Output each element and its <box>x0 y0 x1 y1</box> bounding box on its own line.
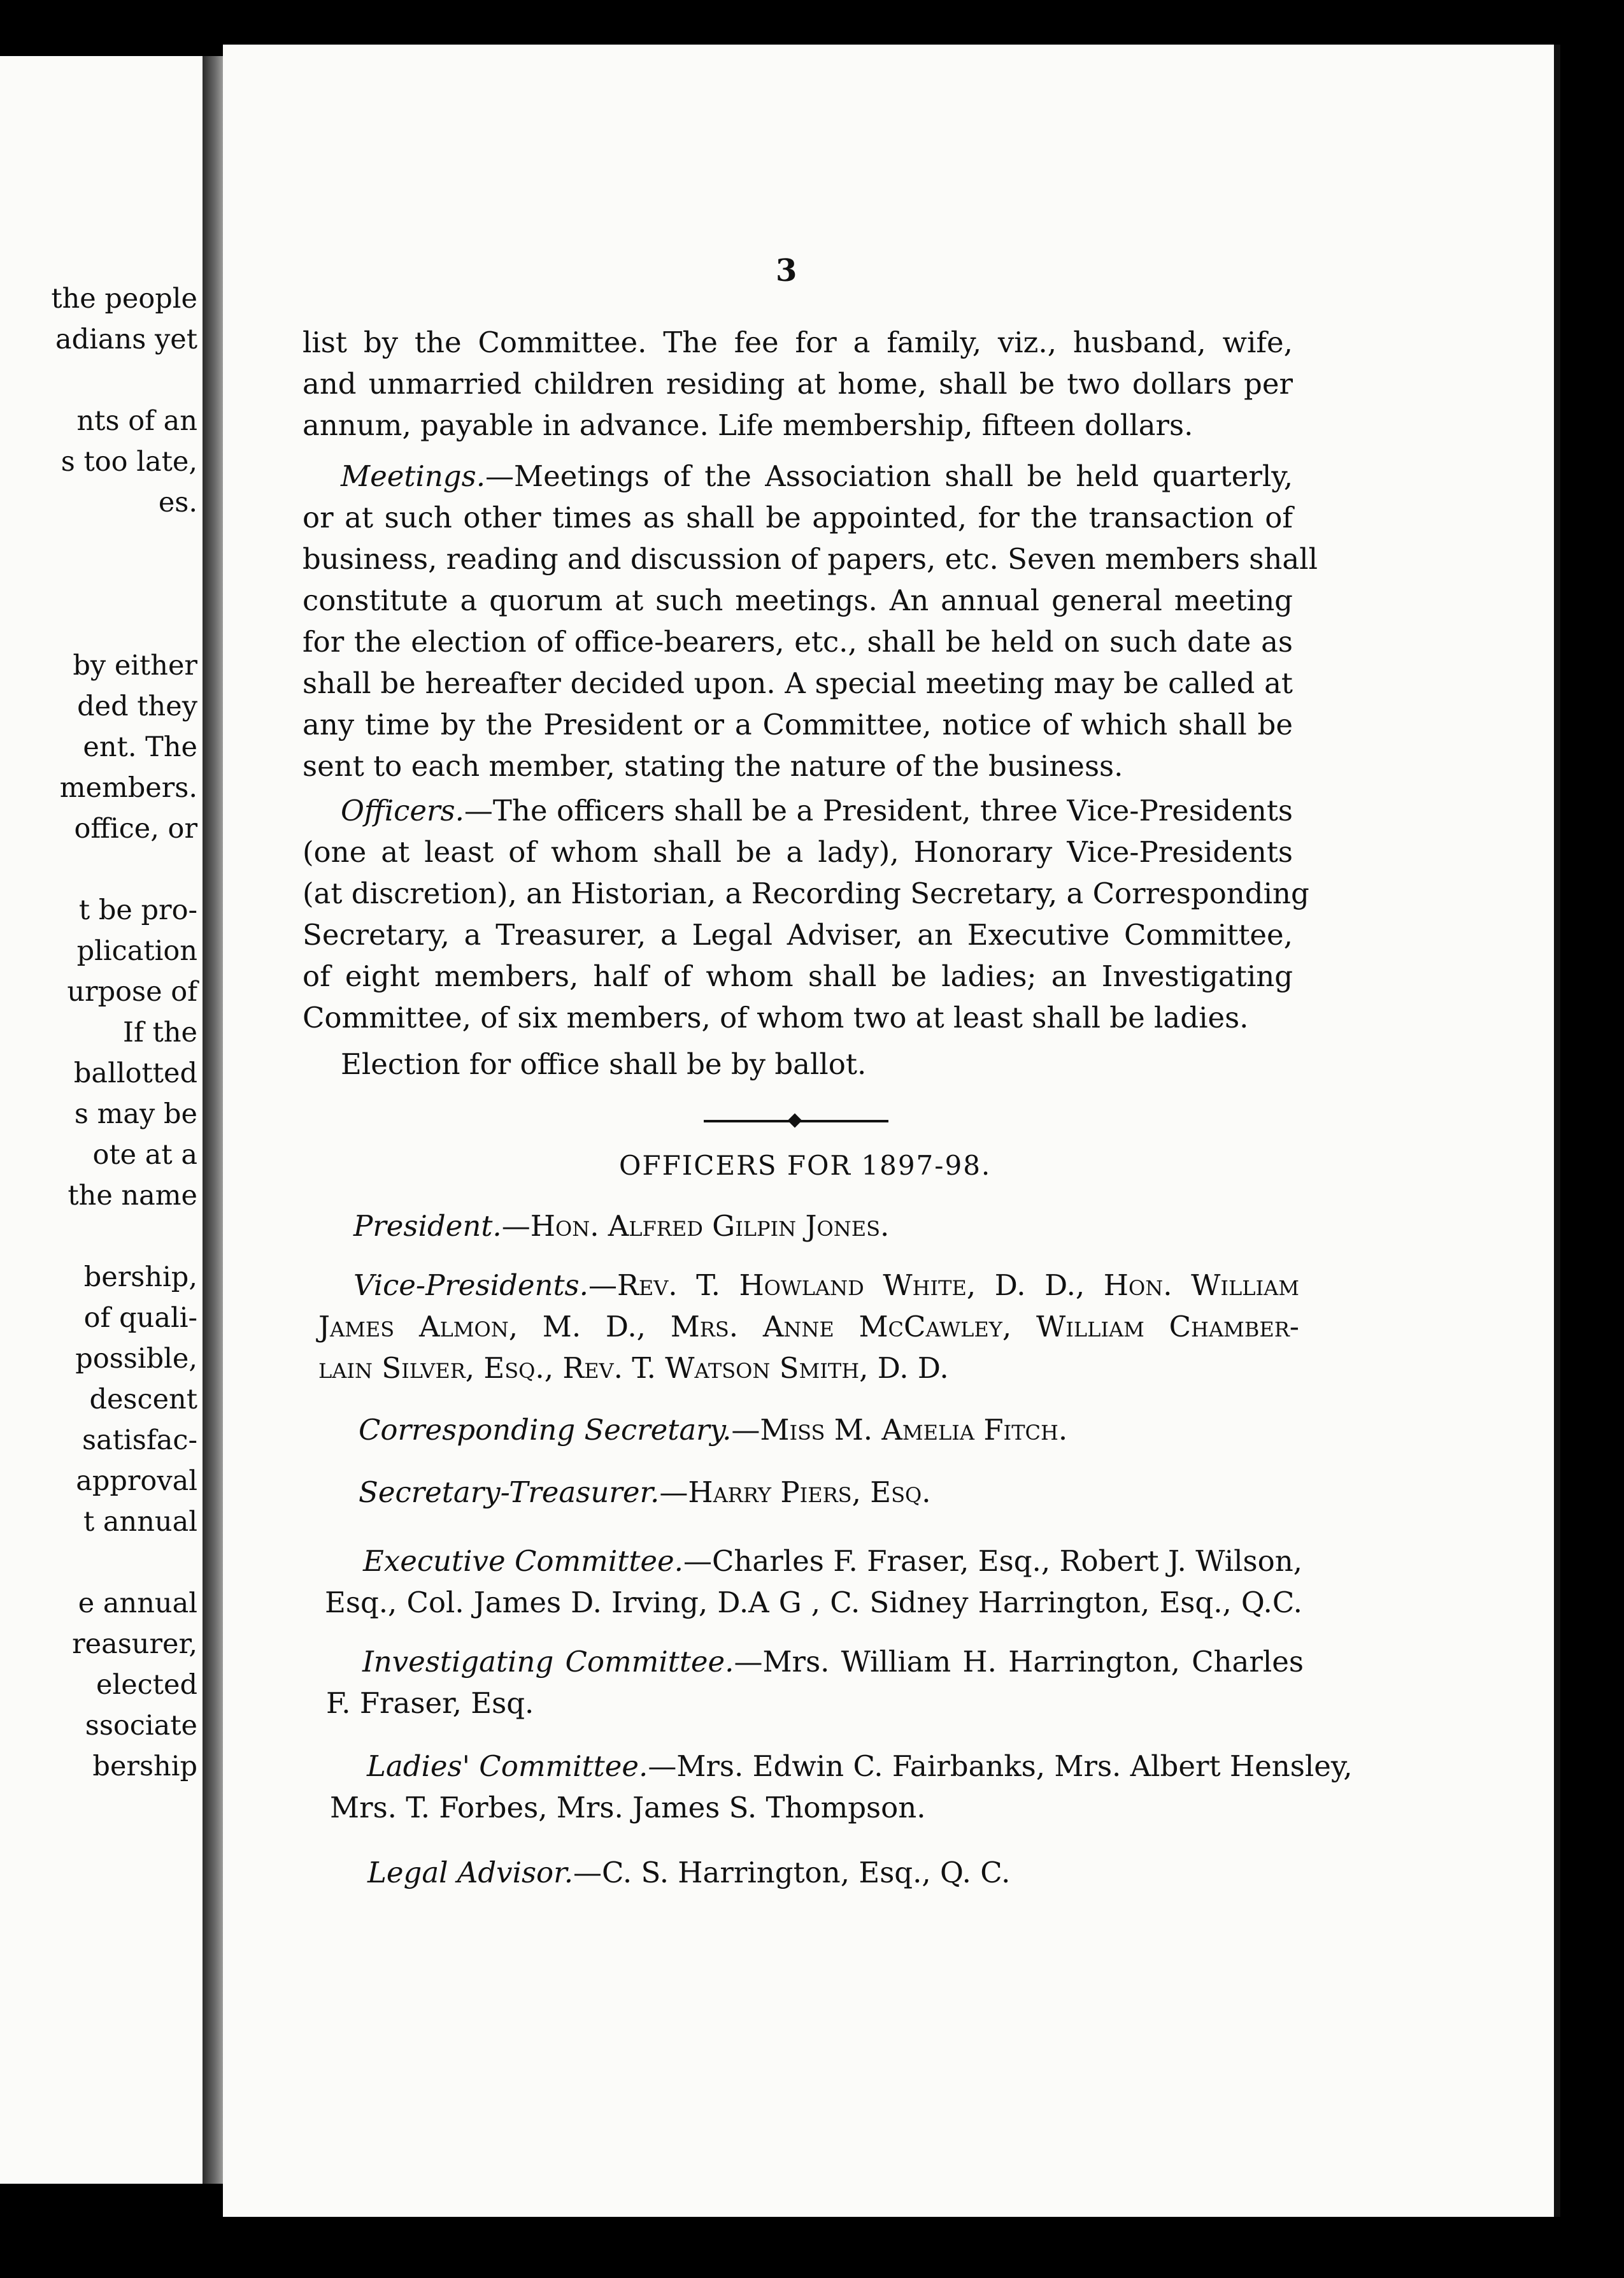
executive-committee-label: Executive Committee. <box>363 1544 683 1578</box>
previous-page-line: possible, <box>75 1343 197 1375</box>
text-line: Mrs. T. Forbes, Mrs. James S. Thompson. <box>330 1791 926 1824</box>
previous-page-line: ssociate <box>85 1710 197 1742</box>
corresponding-secretary-value: —Miss M. Amelia Fitch. <box>731 1413 1068 1447</box>
executive-committee-first-line: —Charles F. Fraser, Esq., Robert J. Wilson, <box>683 1544 1302 1578</box>
previous-page-line: of quali- <box>83 1302 197 1334</box>
text-line: James Almon, M. D., Mrs. Anne McCawley, William Chamber- <box>318 1310 1299 1343</box>
vice-presidents-label: Vice-Presidents. <box>353 1268 588 1302</box>
text-line: any time by the President or a Committee, notice of which shall be <box>303 708 1293 741</box>
officers-first-line: —The officers shall be a President, three Vice-Presidents <box>464 794 1293 827</box>
previous-page-line: bership, <box>83 1261 197 1293</box>
previous-page-line: plication <box>76 935 197 967</box>
text-line <box>303 455 1293 497</box>
text-line: shall be hereafter decided upon. A special meeting may be called at <box>303 666 1293 700</box>
previous-page-line: ded they <box>77 691 197 722</box>
secretary-treasurer-label: Secretary-Treasurer. <box>359 1475 660 1509</box>
text-line: lain Silver, Esq., Rev. T. Watson Smith, D. D. <box>318 1351 949 1385</box>
previous-page-line: office, or <box>74 813 197 845</box>
text-line: sent to each member, stating the nature of the business. <box>303 749 1123 783</box>
previous-page-text <box>0 56 203 2184</box>
text-line: business, reading and discussion of papers, etc. Seven members shall <box>303 542 1318 576</box>
legal-advisor-label: Legal Advisor. <box>367 1856 574 1889</box>
previous-page-line: descent <box>89 1384 197 1415</box>
previous-page-line: s too late, <box>61 446 197 478</box>
vice-presidents-entry <box>318 1264 1299 1389</box>
president-label: President. <box>353 1209 502 1243</box>
previous-page-line: satisfac- <box>82 1424 197 1456</box>
text-line: (one at least of whom shall be a lady), Honorary Vice-Presidents <box>303 835 1293 869</box>
previous-page-line: reasurer, <box>72 1628 197 1660</box>
previous-page-line: nts of an <box>76 405 197 437</box>
corresponding-secretary-entry <box>359 1411 1067 1449</box>
text-line: list by the Committee. The fee for a family, viz., husband, wife, <box>303 326 1293 359</box>
text-line: Esq., Col. James D. Irving, D.A G , C. Sidney Harrington, Esq., Q.C. <box>325 1586 1302 1619</box>
text-line: (at discretion), an Historian, a Recording Secretary, a Corresponding <box>303 877 1309 910</box>
page-number: 3 <box>776 253 797 289</box>
text-line: F. Fraser, Esq. <box>326 1686 534 1720</box>
previous-page-line: approval <box>76 1465 197 1497</box>
previous-page-line: urpose of <box>67 976 197 1008</box>
membership-paragraph <box>303 322 1293 446</box>
previous-page-line: es. <box>158 487 197 519</box>
text-line: constitute a quorum at such meetings. An annual general meeting <box>303 584 1293 617</box>
meetings-paragraph <box>303 455 1318 787</box>
previous-page-line: elected <box>96 1669 197 1701</box>
previous-page-line: members. <box>59 772 197 804</box>
previous-page-line: by either <box>73 650 197 682</box>
executive-committee-entry <box>325 1540 1302 1623</box>
text-line: for the election of office-bearers, etc., shall be held on such date as <box>303 625 1293 659</box>
officers-paragraph <box>303 790 1309 1085</box>
previous-page-line: ent. The <box>83 731 197 763</box>
text-line: or at such other times as shall be appointed, for the transaction of <box>303 501 1293 534</box>
text-line <box>318 1264 1299 1306</box>
officers-heading: Officers. <box>341 794 464 827</box>
previous-page-line: the name <box>68 1180 197 1212</box>
previous-page-line: If the <box>123 1017 197 1049</box>
text-line: and unmarried children residing at home, shall be two dollars per <box>303 367 1293 401</box>
ladies-committee-entry <box>330 1745 1353 1828</box>
investigating-committee-first-line: —Mrs. William H. Harrington, Charles <box>734 1645 1304 1679</box>
president-value: —Hon. Alfred Gilpin Jones. <box>501 1209 890 1243</box>
secretary-treasurer-entry <box>359 1473 931 1512</box>
previous-page-line: t annual <box>83 1506 197 1538</box>
previous-page-line: t be pro- <box>78 894 197 926</box>
text-line: of eight members, half of whom shall be ladies; an Investigating <box>303 959 1293 993</box>
previous-page-line: s may be <box>74 1098 197 1130</box>
text-line: Secretary, a Treasurer, a Legal Adviser, an Executive Committee, <box>303 918 1293 952</box>
meetings-heading: Meetings. <box>341 459 485 493</box>
previous-page-line: ote at a <box>92 1139 197 1171</box>
vice-presidents-first-line: —Rev. T. Howland White, D. D., Hon. William <box>588 1268 1299 1302</box>
text-line: annum, payable in advance. Life membership, fifteen dollars. <box>303 408 1193 442</box>
previous-page-line: e annual <box>78 1587 197 1619</box>
text-line <box>325 1540 1302 1582</box>
officers-title: OFFICERS FOR 1897-98. <box>619 1150 992 1181</box>
corresponding-secretary-label: Corresponding Secretary. <box>359 1413 732 1447</box>
text-line: Committee, of six members, of whom two at least shall be ladies. <box>303 1001 1249 1035</box>
text-line <box>330 1745 1353 1787</box>
previous-page-line: adians yet <box>55 324 197 355</box>
previous-page-fragment <box>0 56 206 2184</box>
election-line: Election for office shall be by ballot. <box>341 1047 867 1081</box>
meetings-first-line: —Meetings of the Association shall be held quarterly, <box>485 459 1293 493</box>
ladies-committee-first-line: —Mrs. Edwin C. Fairbanks, Mrs. Albert Hensley, <box>648 1749 1353 1783</box>
investigating-committee-label: Investigating Committee. <box>362 1645 734 1679</box>
ladies-committee-label: Ladies' Committee. <box>367 1749 648 1783</box>
previous-page-line: bership <box>92 1751 197 1782</box>
text-line <box>326 1641 1304 1682</box>
legal-advisor-value: —C. S. Harrington, Esq., Q. C. <box>573 1856 1011 1889</box>
president-entry <box>353 1207 889 1245</box>
text-line <box>303 790 1293 831</box>
legal-advisor-entry <box>367 1854 1010 1892</box>
secretary-treasurer-value: —Harry Piers, Esq. <box>659 1475 931 1509</box>
previous-page-line: the people <box>51 283 197 315</box>
investigating-committee-entry <box>326 1641 1304 1724</box>
previous-page-line: ballotted <box>73 1057 197 1089</box>
